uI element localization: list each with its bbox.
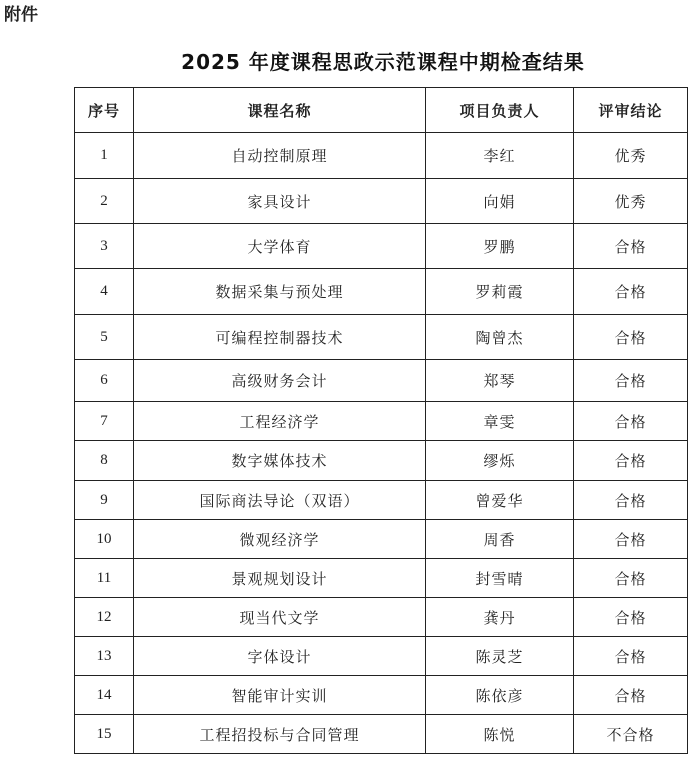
cell-review-result: 合格	[574, 676, 688, 715]
cell-review-result: 不合格	[574, 715, 688, 754]
cell-review-result: 合格	[574, 441, 688, 481]
table-row	[75, 224, 688, 269]
cell-number: 11	[75, 559, 134, 598]
attachment-label: 附件	[4, 5, 38, 25]
cell-project-leader: 郑琴	[426, 360, 574, 402]
cell-course-name: 智能审计实训	[134, 676, 426, 715]
column-header-number: 序号	[75, 88, 134, 133]
table-row	[75, 360, 688, 402]
table-row	[75, 676, 688, 715]
cell-course-name: 微观经济学	[134, 520, 426, 559]
cell-course-name: 字体设计	[134, 637, 426, 676]
cell-review-result: 合格	[574, 224, 688, 269]
cell-review-result: 合格	[574, 315, 688, 360]
column-header-leader: 项目负责人	[426, 88, 574, 133]
cell-review-result: 合格	[574, 360, 688, 402]
cell-course-name: 数字媒体技术	[134, 441, 426, 481]
cell-course-name: 自动控制原理	[134, 133, 426, 179]
cell-course-name: 国际商法导论（双语）	[134, 481, 426, 520]
table-row	[75, 441, 688, 481]
cell-course-name: 现当代文学	[134, 598, 426, 637]
cell-project-leader: 李红	[426, 133, 574, 179]
cell-course-name: 可编程控制器技术	[134, 315, 426, 360]
cell-review-result: 合格	[574, 269, 688, 315]
cell-project-leader: 周香	[426, 520, 574, 559]
cell-course-name: 高级财务会计	[134, 360, 426, 402]
document-title: 2025 年度课程思政示范课程中期检查结果	[181, 50, 585, 74]
cell-number: 8	[75, 441, 134, 481]
cell-project-leader: 缪烁	[426, 441, 574, 481]
cell-review-result: 合格	[574, 402, 688, 441]
cell-course-name: 工程招投标与合同管理	[134, 715, 426, 754]
table-row	[75, 598, 688, 637]
table-header	[75, 88, 688, 133]
cell-course-name: 景观规划设计	[134, 559, 426, 598]
table-row	[75, 520, 688, 559]
cell-project-leader: 陈灵芝	[426, 637, 574, 676]
table-row	[75, 637, 688, 676]
cell-number: 12	[75, 598, 134, 637]
table-row	[75, 133, 688, 179]
table-row	[75, 559, 688, 598]
cell-number: 2	[75, 179, 134, 224]
cell-number: 1	[75, 133, 134, 179]
cell-review-result: 合格	[574, 637, 688, 676]
results-table	[74, 87, 688, 754]
cell-number: 9	[75, 481, 134, 520]
table-row	[75, 179, 688, 224]
cell-project-leader: 陈依彦	[426, 676, 574, 715]
cell-number: 14	[75, 676, 134, 715]
column-header-result: 评审结论	[574, 88, 688, 133]
cell-number: 5	[75, 315, 134, 360]
cell-number: 13	[75, 637, 134, 676]
cell-project-leader: 封雪晴	[426, 559, 574, 598]
cell-review-result: 合格	[574, 481, 688, 520]
cell-number: 7	[75, 402, 134, 441]
cell-project-leader: 罗莉霞	[426, 269, 574, 315]
table-body	[75, 133, 688, 754]
cell-project-leader: 陈悦	[426, 715, 574, 754]
cell-project-leader: 龚丹	[426, 598, 574, 637]
cell-review-result: 优秀	[574, 133, 688, 179]
cell-course-name: 大学体育	[134, 224, 426, 269]
cell-course-name: 家具设计	[134, 179, 426, 224]
cell-course-name: 工程经济学	[134, 402, 426, 441]
cell-number: 4	[75, 269, 134, 315]
column-header-course: 课程名称	[134, 88, 426, 133]
cell-project-leader: 罗鹏	[426, 224, 574, 269]
cell-project-leader: 向娟	[426, 179, 574, 224]
cell-course-name: 数据采集与预处理	[134, 269, 426, 315]
cell-number: 6	[75, 360, 134, 402]
cell-project-leader: 曾爱华	[426, 481, 574, 520]
cell-number: 3	[75, 224, 134, 269]
cell-project-leader: 陶曾杰	[426, 315, 574, 360]
table-row	[75, 715, 688, 754]
header-row	[75, 88, 688, 133]
table-row	[75, 402, 688, 441]
table-row	[75, 481, 688, 520]
cell-number: 15	[75, 715, 134, 754]
cell-number: 10	[75, 520, 134, 559]
cell-project-leader: 章雯	[426, 402, 574, 441]
cell-review-result: 合格	[574, 520, 688, 559]
table-row	[75, 315, 688, 360]
table-row	[75, 269, 688, 315]
cell-review-result: 合格	[574, 559, 688, 598]
cell-review-result: 合格	[574, 598, 688, 637]
cell-review-result: 优秀	[574, 179, 688, 224]
